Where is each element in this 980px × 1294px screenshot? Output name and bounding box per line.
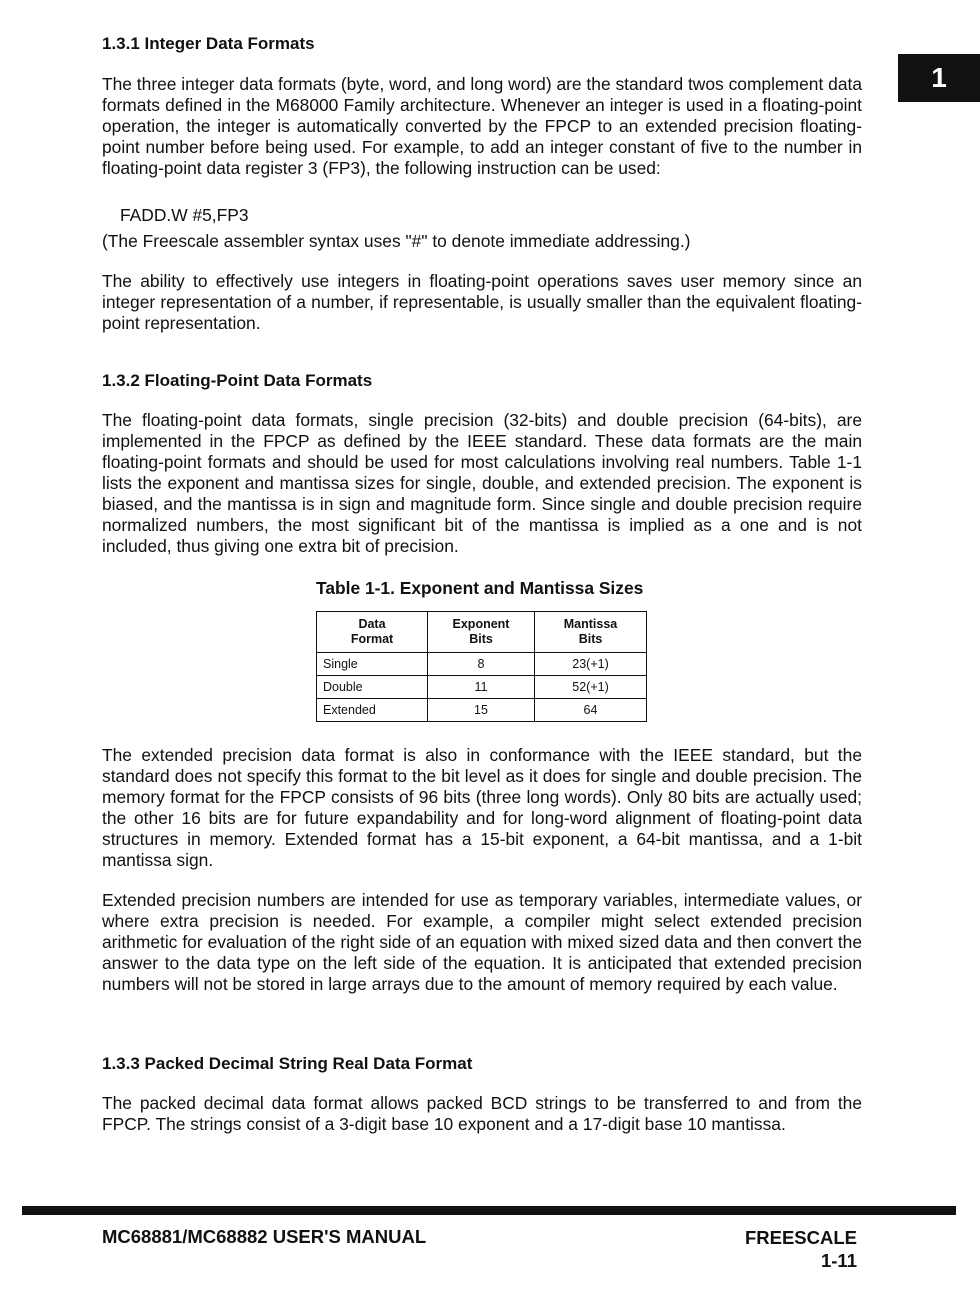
paragraph: The floating-point data formats, single precision (32-bits) and double precision (64-bits), are implemented in the FPCP as defined by the IEEE standard. These data formats are the main floating-point formats and should be used for most calculations involving real numbers. Table 1-1 lists the exponent and mantissa sizes for single, double, and extended precision. The exponent is biased, and the mantissa is in sign and magnitude form. Since single and double precision require normalized numbers, the most significant bit of the mantissa is implied as a one and is not included, thus giving one extra bit of precision. xyxy=(102,410,862,556)
page-number: 1-11 xyxy=(820,1250,857,1271)
table-cell: 8 xyxy=(428,653,535,676)
table-cell: 64 xyxy=(535,699,647,722)
paragraph: Extended precision numbers are intended for use as temporary variables, intermediate values, or where extra precision is needed. For example, a compiler might select extended precision arithmetic for evaluation of the right side of an equation with mixed sized data and then convert the answer to the data type on the left side of the equation. It is anticipated that extended precision numbers will not be stored in large arrays due to the amount of memory required by each value. xyxy=(102,890,862,994)
paragraph: The packed decimal data format allows packed BCD strings to be transferred to and from the FPCP. The strings consist of a 3-digit base 10 exponent and a 17-digit base 10 mantissa. xyxy=(102,1093,862,1134)
table-cell: 11 xyxy=(428,676,535,699)
table-cell: 23(+1) xyxy=(535,653,647,676)
table-cell: 52(+1) xyxy=(535,676,647,699)
paragraph-note: (The Freescale assembler syntax uses "#" to denote immediate addressing.) xyxy=(102,231,691,251)
footer-manual-title: MC68881/MC68882 USER'S MANUAL xyxy=(102,1226,427,1247)
table-cell: Extended xyxy=(317,699,428,722)
table-header-row xyxy=(317,612,647,653)
code-example: FADD.W #5,FP3 xyxy=(120,205,249,225)
footer-right xyxy=(745,1226,857,1272)
table-cell: 15 xyxy=(428,699,535,722)
header-text: Mantissa Bits xyxy=(563,617,618,646)
footer-rule xyxy=(22,1206,956,1215)
table-cell: Single xyxy=(317,653,428,676)
table-header-cell xyxy=(317,612,428,653)
header-text: Data Format xyxy=(350,617,394,646)
header-text: Exponent Bits xyxy=(452,617,510,646)
table-row xyxy=(317,653,647,676)
paragraph: The ability to effectively use integers in floating-point operations saves user memory since an integer representation of a number, if representable, is usually smaller than the equivalent floating-point representation. xyxy=(102,271,862,333)
table-caption: Table 1-1. Exponent and Mantissa Sizes xyxy=(316,578,644,598)
paragraph: The three integer data formats (byte, word, and long word) are the standard twos complement data formats defined in the M68000 Family architecture. Whenever an integer is used in a floating-point operation, the integer is automatically converted by the FPCP to an extended precision floating-point number before being used. For example, to add an integer constant of five to the number in floating-point data register 3 (FP3), the following instruction can be used: xyxy=(102,74,862,178)
table-row xyxy=(317,699,647,722)
footer-brand: FREESCALE xyxy=(744,1227,857,1248)
exponent-mantissa-table xyxy=(316,611,647,722)
chapter-tab: 1 xyxy=(898,54,980,102)
section-heading-1-3-2: 1.3.2 Floating-Point Data Formats xyxy=(102,371,373,390)
paragraph: The extended precision data format is also in conformance with the IEEE standard, but the standard does not specify this format to the bit level as it does for single and double precision. The memory format for the FPCP consists of 96 bits (three long words). Only 80 bits are actually used; the other 16 bits are for future expandability and for long-word alignment of floating-point data structures in memory. Extended format has a 15-bit exponent, a 64-bit mantissa, and a 1-bit mantissa sign. xyxy=(102,745,862,870)
table-header-cell xyxy=(428,612,535,653)
table-row xyxy=(317,676,647,699)
section-heading-1-3-1: 1.3.1 Integer Data Formats xyxy=(102,34,315,53)
table-header-cell xyxy=(535,612,647,653)
table-cell: Double xyxy=(317,676,428,699)
section-heading-1-3-3: 1.3.3 Packed Decimal String Real Data Format xyxy=(102,1054,473,1073)
